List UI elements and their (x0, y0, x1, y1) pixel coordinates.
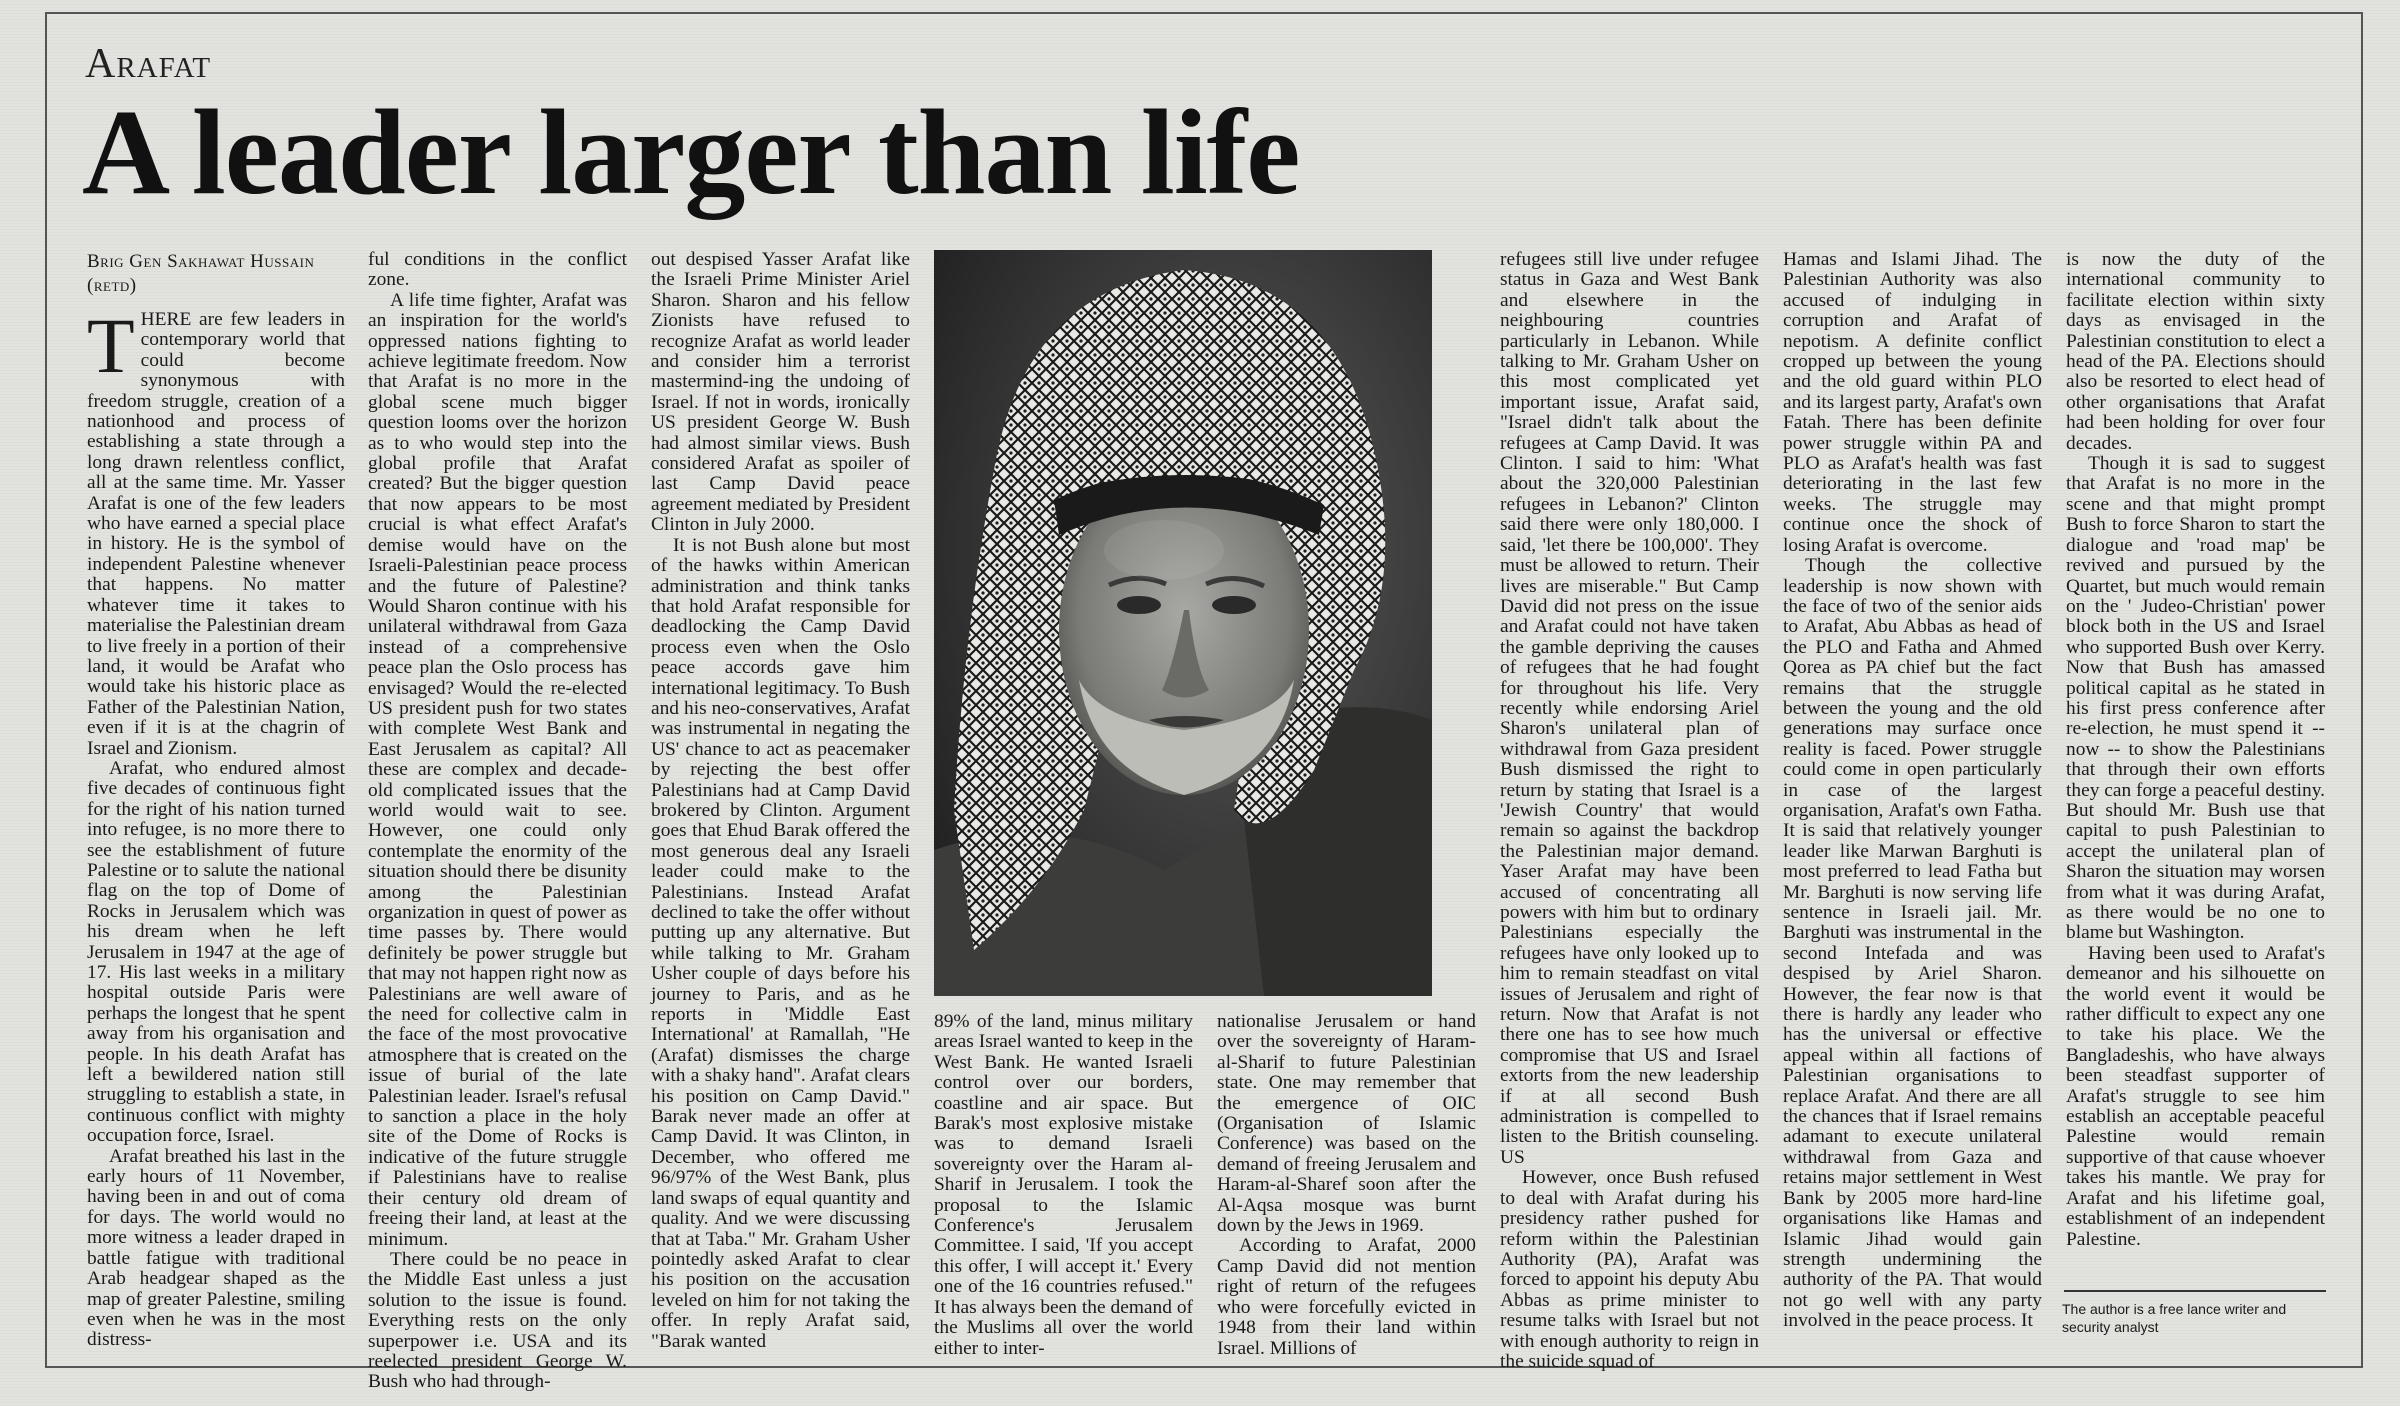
paragraph: Arafat, who endured almost five decades of continuous fight for the right of his nation turned into refugee, is no more there to see the establishment of future Palestine or to salute the national flag on the top of Dome of Rocks in Jerusalem which was his dream when he left Jerusalem in 1947 at the age of 17. His last weeks in a military hospital outside Paris were perhaps the longest that he spent away from his organisation and people. In his death Arafat has left a bewildered nation still struggling to establish a state, in continuous conflict with mighty occupation force, Israel. (87, 757, 345, 1147)
article-column-5 (1217, 1011, 1476, 1359)
portrait-photo (934, 250, 1432, 996)
headline: A leader larger than life (82, 85, 1300, 220)
article-column-8 (2066, 250, 2325, 1280)
paragraph: However, once Bush refused to deal with Arafat during his presidency rather pushed for reform within the Palestinian Authority (PA), Arafat was forced to appoint his deputy Abu Abbas as prime minister to resume talks with Israel but not with enough authority to reign in the suicide squad of (1500, 1167, 1759, 1372)
paragraph: According to Arafat, 2000 Camp David did not mention right of return of the refugees who were forcefully evicted in 1948 from their land within Israel. Millions of (1217, 1235, 1476, 1359)
byline-rank: (retd) (87, 275, 137, 296)
paragraph: is now the duty of the international community to facilitate election within sixty days as envisaged in the Palestinian constitution to elect a head of the PA. Elections should also be resorted to elect head of other organisations that Arafat had been holding for over four decades. (2066, 249, 2325, 454)
article-column-1 (87, 302, 345, 1351)
paragraph: There could be no peace in the Middle East unless a just solution to the issue is found. Everything rests on the only superpower i.e. USA and its reelected president George W. Bush who had through- (368, 1248, 627, 1393)
paragraph: THERE are few leaders in contemporary world that could become synonymous with freedom struggle, creation of a nationhood and process of establishing a state through a long drawn relentless conflict, all at the same time. Mr. Yasser Arafat is one of the few leaders who have earned a special place in history. He is the symbol of independent Palestine whenever that happens. No matter whatever time it takes to materialise the Palestinian dream to live freely in a portion of their land, it would be Arafat who would take his historic place as Father of the Palestinian Nation, even if it is at the chagrin of Israel and Zionism. (87, 302, 345, 759)
drop-cap: T (87, 302, 135, 389)
author-footnote: The author is a free lance writer and security analyst (2062, 1301, 2287, 1335)
footnote-rule (2064, 1290, 2326, 1292)
paragraph: It is not Bush alone but most of the hawks within American administration and think tanks that hold Arafat responsible for deadlocking the Camp David process even when the Oslo peace accords gave him international legitimacy. To Bush and his neo-conservatives, Arafat was instrumental in negating the US' chance to act as peacemaker by rejecting the best offer Palestinians had at Camp David brokered by Clinton. Argument goes that Ehud Barak offered the most generous deal any Israeli leader could make to the Palestinians. Instead Arafat declined to take the offer without putting up any alternative. But while talking to Mr. Graham Usher couple of days before his journey to Paris, and as he reports in 'Middle East International' at Ramallah, "He (Arafat) dismisses the charge with a shaky hand". Arafat clears his position on Camp David." Barak never made an offer at Camp David. It was Clinton, in December, who offered me 96/97% of the West Bank, plus land swaps of equal quantity and quality. And we were discussing that at Taba." Mr. Graham Usher pointedly asked Arafat to clear his position on the accusation leveled on him for not taking the offer. In reply Arafat said, "Barak wanted (651, 534, 910, 1352)
paragraph: Though it is sad to suggest that Arafat is no more in the scene and that might prompt Bush to force Sharon to start the dialogue and 'road map' be revived and pursued by the Quartet, but much would remain on the ' Judeo-Christian' power block both in the US and Israel who supported Bush over Kerry. Now that Bush has amassed political capital as he stated in his first press conference after re-election, he must spend it -- now -- to show the Palestinians that through their own efforts they can forge a peaceful destiny. But should Mr. Bush use that capital to push Palestinian to accept the unilateral plan of Sharon the situation may worsen from what it was during Arafat, as there would be no one to blame but Washington. (2066, 453, 2325, 944)
paragraph: out despised Yasser Arafat like the Israeli Prime Minister Ariel Sharon. Sharon and his fellow Zionists have refused to recognize Arafat as world leader and consider him a terrorist mastermind-ing the undoing of Israel. If not in words, ironically US president George W. Bush had almost similar views. Bush considered Arafat as spoiler of last Camp David peace agreement mediated by President Clinton in July 2000. (651, 249, 910, 536)
portrait-illustration (934, 250, 1432, 996)
paragraph: Arafat breathed his last in the early hours of 11 November, having been in and out of coma for days. The world would no more witness a leader draped in battle fatigue with traditional Arab headgear shaped as the map of greater Palestine, smiling even when he was in the most distress- (87, 1145, 345, 1351)
article-column-7 (1783, 250, 2042, 1342)
section-kicker: Arafat (85, 41, 212, 87)
byline-name: Brig Gen Sakhawat Hussain (87, 251, 315, 272)
paragraph: refugees still live under refugee status in Gaza and West Bank and elsewhere in the neighbouring countries particularly in Lebanon. While talking to Mr. Graham Usher on this most complicated yet important issue, Arafat said, "Israel didn't talk about the refugees at Camp David. It was Clinton. I said to him: 'What about the 320,000 Palestinian refugees in Lebanon?' Clinton said there were only 180,000. I said, 'let there be 100,000'. They must be allowed to return. Their lives are miserable." But Camp David did not press on the issue and Arafat could not have taken the gamble depriving the causes of refugees that he had fought for throughout his life. Very recently while endorsing Ariel Sharon's unilateral plan of withdrawal from Gaza president Bush dismissed the right to return by stating that Israel is a 'Jewish Country' that would remain so against the backdrop the Palestinian major demand. Yaser Arafat may have been accused of concentrating all powers with him but to ordinary Palestinians especially the refugees have only looked up to him to remain steadfast on vital issues of Jerusalem and right of return. Now that Arafat is not there one has to see how much compromise that US and Israel extorts from the new leadership if at all second Bush administration is compelled to listen to the British counseling. US (1500, 249, 1759, 1168)
article-column-6 (1500, 249, 1759, 1372)
paragraph: ful conditions in the conflict zone. (368, 249, 627, 291)
article-column-4 (934, 1011, 1193, 1359)
byline (87, 250, 337, 298)
paragraph: A life time fighter, Arafat was an inspiration for the world's oppressed nations fighting to achieve legitimate freedom. Now that Arafat is no more in the global scene much bigger question looms over the horizon as to who would step into the global profile that Arafat created? But the bigger question that now appears to be most crucial is what effect Arafat's demise would have on the Israeli-Palestinian peace process and the future of Palestine? Would Sharon continue with his unilateral withdrawal from Gaza instead of a comprehensive peace plan the Oslo process has envisaged? Would the re-elected US president push for two states with complete West Bank and East Jerusalem as capital? All these are complex and decade-old complicated issues that the world would wait to see. However, one could only contemplate the enormity of the situation should there be disunity among the Palestinian organization in quest of power as time passes by. There would definitely be power struggle but that may not happen right now as Palestinians are well aware of the need for collective calm in the face of the most provocative atmosphere that is created on the issue of burial of the late Palestinian leader. Israel's refusal to sanction a place in the holy site of the Dome of Rocks is indicative of the future struggle if Palestinians have to realise their century old dream of freeing their land, at least at the minimum. (368, 289, 627, 1250)
paragraph: Though the collective leadership is now shown with the face of two of the senior aids to Arafat, Abu Abbas as head of the PLO and Fatha and Ahmed Qorea as PA chief but the fact remains that the struggle between the young and the old generations may surface once reality is faced. Power struggle could come in open particularly in case of the largest organisation, Arafat's own Fatha. It is said that relatively younger leader like Marwan Barghuti is most preferred to lead Fatha but Mr. Barghuti is now serving life sentence in Israeli jail. Mr. Barghuti was instrumental in the second Intefada and was despised by Ariel Sharon. However, the fear now is that there is hardly any leader who has the universal or effective appeal within all factions of Palestinian organisations to replace Arafat. And there are all the chances that if Israel remains adamant to execute unilateral withdrawal from Gaza and retains major settlement in West Bank by 2005 more hard-line organisations like Hamas and Islamic Jihad would gain strength undermining the authority of the PA. That would not go well with any party involved in the peace process. It (1783, 555, 2042, 1332)
paragraph: Hamas and Islami Jihad. The Palestinian Authority was also accused of indulging in corruption and Arafat of nepotism. A definite conflict cropped up between the young and the old guard within PLO and its largest party, Arafat's own Fatah. There has been definite power struggle within PA and PLO as Arafat's health was fast deteriorating in the last few weeks. The struggle may continue once the shock of losing Arafat is overcome. (1783, 249, 2042, 556)
article-column-3 (651, 249, 910, 1352)
article-column-2 (368, 249, 627, 1393)
paragraph: 89% of the land, minus military areas Israel wanted to keep in the West Bank. He wanted Israeli control over our borders, coastline and air space. But Barak's most explosive mistake was to demand Israeli sovereignty over the Haram al-Sharif in Jerusalem. I took the proposal to the Islamic Conference's Jerusalem Committee. I said, 'If you accept this offer, I will accept it.' Every one of the 16 countries refused." It has always been the demand of the Muslims all over the world either to inter- (934, 1011, 1193, 1359)
paragraph: nationalise Jerusalem or hand over the sovereignty of Haram-al-Sharif to future Palestinian state. One may remember that the emergence of OIC (Organisation of Islamic Conference) was based on the demand of freeing Jerusalem and Haram-al-Sharef soon after the Al-Aqsa mosque was burnt down by the Jews in 1969. (1217, 1011, 1476, 1237)
paragraph: Having been used to Arafat's demeanor and his silhouette on the world event it would be rather difficult to expect any one to take his place. We the Bangladeshis, who have always been steadfast supporter of Arafat's struggle to see him establish an acceptable peaceful Palestine would remain supportive of that cause whoever takes his mantle. We pray for Arafat and his lifetime goal, establishment of an independent Palestine. (2066, 942, 2325, 1250)
